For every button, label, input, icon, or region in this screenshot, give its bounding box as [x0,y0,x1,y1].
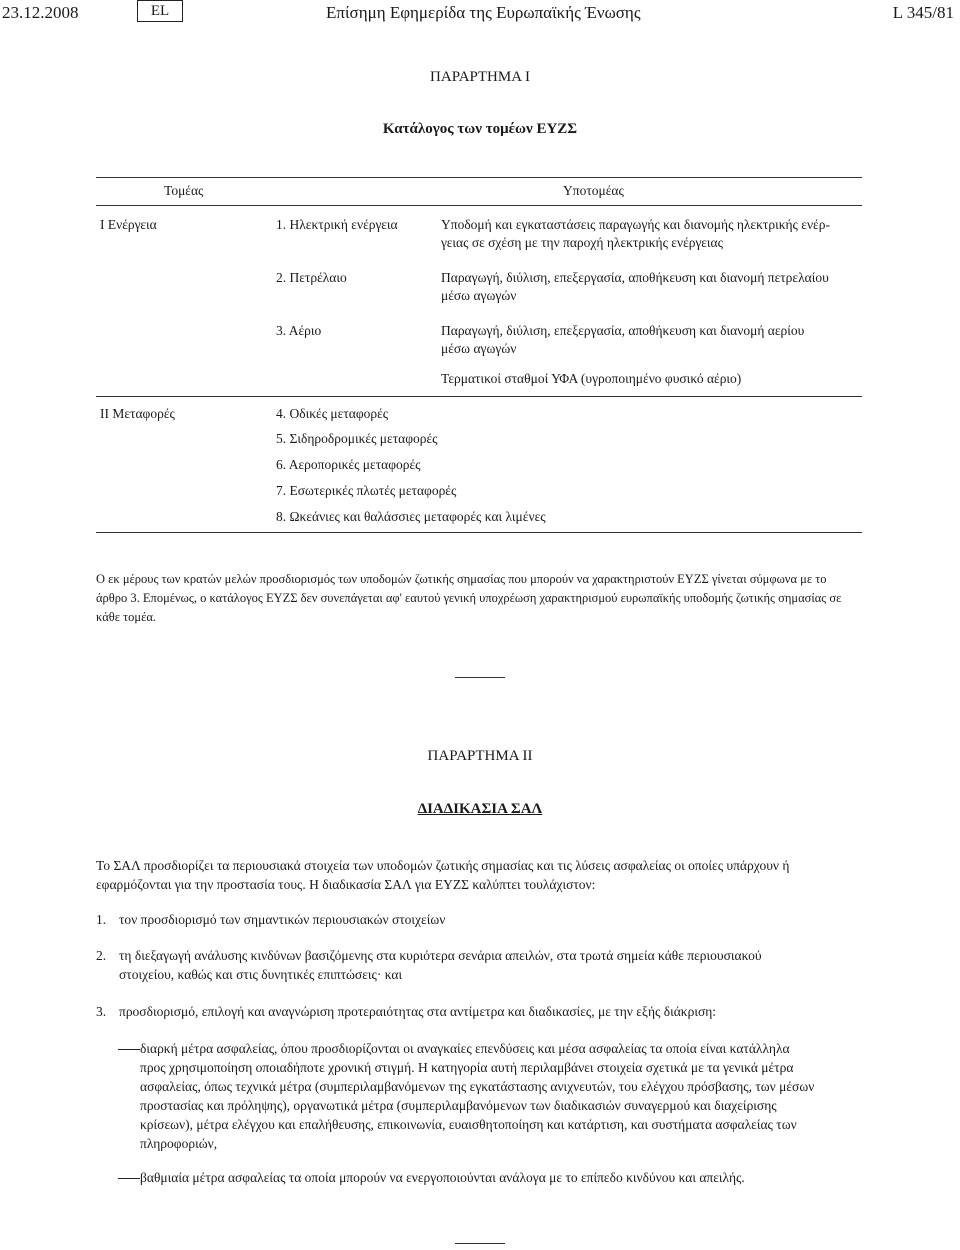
annex1-title: ΠΑΡΑΡΤΗΜΑ I [430,69,530,85]
subsector-air: 6. Αεροπορικές μεταφορές [276,457,421,472]
item1-text: τον προσδιορισμό των σημαντικών περιουσιακών στοιχείων [119,912,446,927]
subsector-electricity-desc-line1: Υποδομή και εγκαταστάσεις παραγωγής και διανομής ηλεκτρικής ενέρ- [441,217,830,232]
subsector-electricity-desc-line2: γειας σε σχέση με την παροχή ηλεκτρικής ενέργειας [441,235,723,250]
subsector-gas-desc-line2: μέσω αγωγών [441,341,517,356]
subsector-oil: 2. Πετρέλαιο [276,270,347,285]
subsector-inland-waterways: 7. Εσωτερικές πλωτές μεταφορές [276,483,457,498]
annex2-intro-line2: εφαρμόζονται για την προστασία τους. Η διαδικασία ΣΑΛ για ΕΥΖΣ καλύπτει τουλάχιστον: [96,877,596,892]
annex2-title: ΠΑΡΑΡΤΗΜΑ II [427,748,533,764]
subsector-road: 4. Οδικές μεταφορές [276,406,389,421]
dash1-line2: προς χρησιμοποίηση οποιαδήποτε χρονική στιγμή. Η κατηγορία αυτή περιλαμβάνει στοιχεία σχετικά με τα γενικά μέτρα [140,1060,794,1075]
sector-transport: II Μεταφορές [100,406,175,421]
page-header [0,0,960,34]
page-number: L 345/81 [892,3,954,22]
dash-marker-1 [118,1049,140,1050]
annex1-subtitle: Κατάλογος των τομέων ΕΥΖΣ [382,121,578,137]
annex1-note-line3: κάθε τομέα. [96,610,156,624]
annex1-note-line2: άρθρο 3. Επομένως, ο κατάλογος ΕΥΖΣ δεν συνεπάγεται αφ' εαυτού γενική υποχρέωση χαρακτηρισμού ευρωπαϊκής υποδομής ζωτικής σημασίας σε [96,591,842,605]
dash1-line6: πληροφοριών, [140,1136,218,1151]
dash2-text: βαθμιαία μέτρα ασφαλείας τα οποία μπορούν να ενεργοποιούνται ανάλογα με το επίπεδο κινδύνου και απειλής. [140,1170,745,1185]
table-section-rule [96,396,862,397]
dash1-line3: ασφαλείας, όπως τεχνικά μέτρα (συμπεριλαμβανόμενων της εγκατάστασης ανιχνευτών, του ελέγχου πρόσβασης, των μέσων [140,1079,815,1094]
subsector-oil-desc-line2: μέσω αγωγών [441,288,517,303]
sector-energy: I Ενέργεια [100,217,157,232]
publication-date: 23.12.2008 [2,3,79,22]
item3-number: 3. [96,1004,107,1019]
dash1-line5: κρίσεων), μέτρα ελέγχου και επαλήθευσης, επικοινωνία, ευαισθητοποίηση και κατάρτιση, και συστήματα ασφαλείας των [140,1117,797,1132]
subsector-gas: 3. Αέριο [276,323,322,338]
table-header-rule [96,205,862,206]
item1-number: 1. [96,912,107,927]
annex1-note-line1: Ο εκ μέρους των κρατών μελών προσδιορισμός των υποδομών ζωτικής σημασίας που μπορούν να χαρακτηριστούν ΕΥΖΣ γίνεται σύμφωνα με το [96,572,827,586]
item2-text-line2: στοιχείου, καθώς και στις δυνητικές επιπτώσεις· και [119,967,403,982]
dash1-line4: προστασίας και πρόληψης), οργανωτικά μέτρα (συμπεριλαμβανόμενων των διαδικασιών συναγερμού και διαχείρισης [140,1098,777,1113]
subsector-rail: 5. Σιδηροδρομικές μεταφορές [276,431,438,446]
item2-text-line1: τη διεξαγωγή ανάλυσης κινδύνων βασιζόμενης στα κυριότερα σενάρια απειλών, στα τρωτά σημεία κάθε περιουσιακού [119,948,762,963]
annex2-intro-line1: Το ΣΑΛ προσδιορίζει τα περιουσιακά στοιχεία των υποδομών ζωτικής σημασίας και τις λύσεις ασφαλείας οι οποίες υπάρχουν ή [96,858,790,873]
table-bottom-rule [96,532,862,533]
col-header-sector: Τομέας [164,183,204,198]
table-top-rule [96,177,862,178]
subsector-oil-desc-line1: Παραγωγή, διύλιση, επεξεργασία, αποθήκευση και διανομή πετρελαίου [441,270,829,285]
bottom-separator [455,1243,505,1244]
item2-number: 2. [96,948,107,963]
dash1-line1: διαρκή μέτρα ασφαλείας, όπου προσδιορίζονται οι αναγκαίες επενδύσεις και μέσα ασφαλείας τα οποία είναι κατάλληλα [140,1041,790,1056]
subsector-gas-lng: Τερματικοί σταθμοί ΥΦΑ (υγροποιημένο φυσικό αέριο) [441,371,742,386]
subsector-electricity: 1. Ηλεκτρική ενέργεια [276,217,398,232]
journal-title: Επίσημη Εφημερίδα της Ευρωπαϊκής Ένωσης [326,3,641,22]
language-badge: EL [137,0,183,22]
item3-text: προσδιορισμό, επιλογή και αναγνώριση προτεραιότητας στα αντίμετρα και διαδικασίες, με την εξής διάκριση: [119,1004,717,1019]
col-header-subsector: Υποτομέας [563,183,624,198]
subsector-gas-desc-line1: Παραγωγή, διύλιση, επεξεργασία, αποθήκευση και διανομή αερίου [441,323,805,338]
subsector-ocean-shipping: 8. Ωκεάνιες και θαλάσσιες μεταφορές και λιμένες [276,509,546,524]
annex2-subtitle: ΔΙΑΔΙΚΑΣΙΑ ΣΑΛ [417,801,543,817]
section-separator [455,677,505,678]
dash-marker-2 [118,1178,140,1179]
